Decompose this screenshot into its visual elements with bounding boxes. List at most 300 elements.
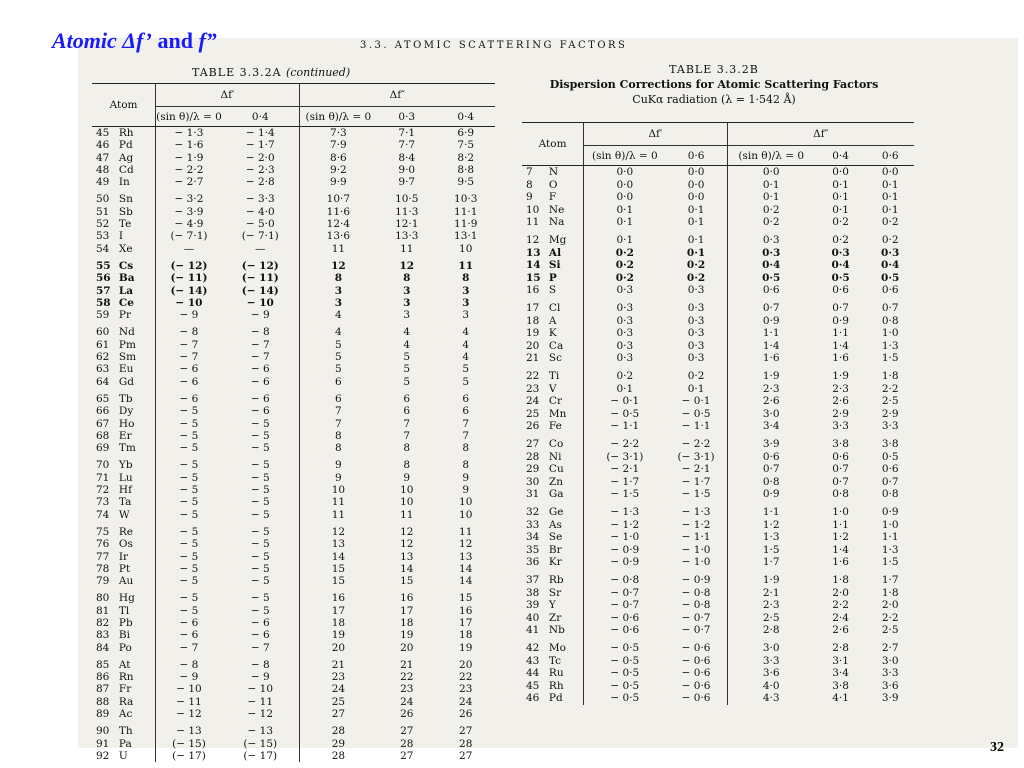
table-row <box>522 587 914 600</box>
atomic-number: 84 <box>96 641 110 654</box>
table-row <box>92 442 495 454</box>
delta-f-prime-0: − 10 <box>156 297 222 309</box>
delta-f-prime-1: 0·3 <box>687 314 705 327</box>
table-row <box>92 193 495 205</box>
delta-f-prime-0: 0·3 <box>584 302 666 315</box>
element-symbol: Re <box>118 525 134 538</box>
delta-f-double-prime-2: 0·2 <box>881 216 899 228</box>
delta-f-double-prime-2: 1·5 <box>881 352 899 364</box>
delta-f-double-prime-2: 0·4 <box>881 259 900 271</box>
delta-f-prime-1: − 0·6 <box>681 654 711 667</box>
delta-f-prime-0: 0·3 <box>584 327 666 340</box>
table-row <box>522 692 914 705</box>
table-b-radiation: CuKα radiation (λ = 1·542 Å) <box>632 93 796 106</box>
delta-f-prime-1: − 5 <box>250 508 270 521</box>
delta-f-double-prime-2: 27 <box>459 749 473 762</box>
element-symbol: Sm <box>118 351 137 364</box>
table-row <box>522 599 914 612</box>
table-row <box>92 563 495 575</box>
delta-f-double-prime-2: 0·5 <box>881 271 900 284</box>
element-symbol: Ce <box>118 296 134 309</box>
delta-f-prime-0: − 1·1 <box>584 420 666 433</box>
table-a-sub-04: 0·4 <box>222 107 299 127</box>
atomic-number: 80 <box>96 592 110 605</box>
element-symbol: I <box>118 230 124 243</box>
delta-f-prime-0: − 5 <box>156 526 222 538</box>
atomic-number: 31 <box>526 488 540 500</box>
element-symbol: Po <box>118 641 132 654</box>
atomic-number: 35 <box>526 543 540 556</box>
delta-f-prime-0: (− 15) <box>156 738 222 750</box>
atomic-number: 49 <box>96 176 110 189</box>
delta-f-double-prime-0: 27 <box>299 708 377 720</box>
delta-f-prime-0: 0·1 <box>584 216 666 229</box>
delta-f-double-prime-1: 1·1 <box>832 327 849 339</box>
delta-f-prime-1: − 4·0 <box>245 205 275 218</box>
delta-f-double-prime-2: 1·8 <box>881 370 899 382</box>
delta-f-double-prime-1: 1·4 <box>832 543 849 556</box>
table-row <box>92 671 495 683</box>
delta-f-double-prime-0: 0·8 <box>727 476 815 489</box>
delta-f-double-prime-0: 1·1 <box>727 327 815 340</box>
delta-f-prime-1: − 0·7 <box>681 624 711 636</box>
delta-f-double-prime-1: 2·4 <box>832 611 849 624</box>
delta-f-double-prime-1: 10 <box>400 484 414 497</box>
table-a-subtitle: (continued) <box>286 66 351 79</box>
element-symbol: Co <box>548 438 564 450</box>
element-symbol: Ru <box>548 667 564 679</box>
atomic-number: 15 <box>526 271 541 284</box>
element-symbol: Ta <box>118 496 132 509</box>
delta-f-double-prime-2: 12 <box>459 538 473 551</box>
delta-f-prime-1: − 5 <box>250 550 270 563</box>
element-symbol: Te <box>118 218 132 231</box>
delta-f-prime-1: 0·2 <box>687 370 705 382</box>
table-row <box>522 272 914 285</box>
delta-f-double-prime-1: 3·8 <box>832 438 849 450</box>
delta-f-double-prime-1: 11 <box>400 508 414 521</box>
table-row <box>92 230 495 242</box>
delta-f-double-prime-1: 1·4 <box>832 339 849 352</box>
delta-f-prime-1: − 5 <box>250 484 270 497</box>
delta-f-double-prime-1: 0·2 <box>832 216 849 228</box>
delta-f-prime-1: (− 3·1) <box>677 450 715 463</box>
delta-f-double-prime-0: 15 <box>299 575 377 587</box>
table-row <box>92 243 495 255</box>
delta-f-double-prime-0: 2·5 <box>727 612 815 625</box>
table-a-sub-sin: (sin θ)/λ = 0 <box>156 107 222 127</box>
delta-f-prime-1: (− 15) <box>243 737 278 750</box>
delta-f-prime-1: 0·3 <box>687 302 705 314</box>
delta-f-double-prime-2: 0·5 <box>881 450 899 463</box>
delta-f-double-prime-1: 2·0 <box>832 586 849 599</box>
table-row <box>92 152 495 164</box>
delta-f-double-prime-0: 21 <box>299 659 377 671</box>
delta-f-double-prime-2: 27 <box>459 725 473 738</box>
atomic-number: 7 <box>526 166 533 178</box>
element-symbol: A <box>548 314 557 327</box>
delta-f-double-prime-2: 3·3 <box>881 667 899 679</box>
element-symbol: Br <box>548 543 562 556</box>
delta-f-double-prime-0: 12·4 <box>299 218 377 230</box>
table-a-label: TABLE 3.3.2A <box>192 66 282 79</box>
delta-f-double-prime-0: 7·3 <box>299 127 377 140</box>
element-symbol: Tc <box>548 654 561 667</box>
delta-f-prime-1: − 0·6 <box>681 692 711 704</box>
delta-f-double-prime-0: 0·7 <box>727 463 815 476</box>
table-row <box>522 680 914 693</box>
delta-f-double-prime-1: 1·6 <box>832 352 849 364</box>
delta-f-double-prime-2: 28 <box>459 737 473 750</box>
atomic-number: 73 <box>96 496 110 509</box>
delta-f-prime-1: 0·1 <box>687 216 705 228</box>
delta-f-prime-1: (− 17) <box>243 749 278 762</box>
table-row <box>522 216 914 229</box>
table-row <box>522 234 914 247</box>
delta-f-double-prime-0: 29 <box>299 738 377 750</box>
delta-f-double-prime-0: 3 <box>299 297 377 309</box>
table-row <box>522 612 914 625</box>
table-row <box>522 408 914 421</box>
element-symbol: Ho <box>118 417 135 430</box>
atomic-number: 26 <box>526 420 540 432</box>
delta-f-prime-0: − 5 <box>156 418 222 430</box>
delta-f-double-prime-2: 11·1 <box>454 205 478 218</box>
delta-f-prime-1: − 1·1 <box>681 531 711 543</box>
delta-f-double-prime-0: 28 <box>299 725 377 737</box>
delta-f-prime-0: − 1·2 <box>584 519 666 532</box>
delta-f-double-prime-2: 10·3 <box>454 193 478 206</box>
table-row <box>522 655 914 668</box>
delta-f-prime-0: 0·0 <box>584 179 666 192</box>
delta-f-prime-0: (− 11) <box>156 272 222 284</box>
delta-f-prime-1: − 8 <box>250 658 270 671</box>
delta-f-double-prime-1: 1·8 <box>832 574 849 586</box>
delta-f-prime-0: − 7 <box>156 339 222 351</box>
delta-f-prime-1: 0·2 <box>686 259 706 271</box>
delta-f-prime-0: − 5 <box>156 405 222 417</box>
delta-f-double-prime-0: 16 <box>299 592 377 604</box>
atomic-number: 42 <box>526 642 540 654</box>
delta-f-prime-0: − 13 <box>156 725 222 737</box>
table-b-sub-06b: 0·6 <box>866 146 914 166</box>
delta-f-double-prime-1: 28 <box>400 737 414 750</box>
delta-f-double-prime-1: 13 <box>400 550 414 563</box>
atomic-number: 87 <box>96 683 110 696</box>
delta-f-double-prime-1: 27 <box>400 749 414 762</box>
element-symbol: Nd <box>118 326 135 339</box>
delta-f-double-prime-2: 14 <box>459 562 473 575</box>
table-row <box>92 351 495 363</box>
table-row <box>92 509 495 521</box>
element-symbol: Fr <box>118 683 132 696</box>
atomic-number: 59 <box>96 309 110 322</box>
element-symbol: Na <box>548 216 565 228</box>
delta-f-double-prime-1: 4 <box>403 338 411 351</box>
delta-f-double-prime-0: 0·9 <box>727 315 815 328</box>
delta-f-double-prime-1: 0·7 <box>832 475 849 488</box>
delta-f-double-prime-1: 4·1 <box>832 692 849 704</box>
delta-f-double-prime-0: 11·6 <box>299 206 377 218</box>
delta-f-prime-0: − 2·1 <box>584 463 666 476</box>
delta-f-prime-1: − 2·0 <box>245 151 275 164</box>
element-symbol: Eu <box>118 363 134 376</box>
delta-f-double-prime-1: 12 <box>400 538 414 551</box>
delta-f-prime-0: − 0·9 <box>584 556 666 569</box>
table-row <box>92 127 495 140</box>
delta-f-double-prime-0: 11 <box>299 243 377 255</box>
delta-f-double-prime-1: 0·2 <box>832 234 849 246</box>
atomic-number: 11 <box>526 216 540 228</box>
element-symbol: N <box>548 166 559 178</box>
delta-f-prime-1: (− 11) <box>241 272 279 285</box>
table-a-sub-sin2: (sin θ)/λ = 0 <box>299 107 377 127</box>
delta-f-prime-0: − 5 <box>156 459 222 471</box>
table-row <box>522 519 914 532</box>
delta-f-double-prime-0: 8 <box>299 430 377 442</box>
delta-f-prime-1: 0·3 <box>687 339 705 352</box>
delta-f-double-prime-1: 0·6 <box>832 450 849 463</box>
delta-f-prime-1: − 1·4 <box>245 127 275 139</box>
table-row <box>92 708 495 720</box>
delta-f-double-prime-1: 11·3 <box>395 205 419 218</box>
delta-f-double-prime-1: 6 <box>403 405 411 418</box>
delta-f-double-prime-1: 10 <box>400 496 414 509</box>
atomic-number: 79 <box>96 575 110 588</box>
table-row <box>92 418 495 430</box>
table-row <box>92 605 495 617</box>
delta-f-prime-0: 0·3 <box>584 352 666 365</box>
table-a <box>92 83 495 762</box>
delta-f-double-prime-2: 7 <box>462 417 470 430</box>
delta-f-double-prime-0: 12 <box>299 526 377 538</box>
atomic-number: 89 <box>96 708 110 721</box>
table-row <box>522 179 914 192</box>
atomic-number: 34 <box>526 531 540 543</box>
element-symbol: Tb <box>118 392 133 405</box>
delta-f-double-prime-2: 13 <box>459 550 473 563</box>
delta-f-double-prime-1: 18 <box>400 616 414 629</box>
atomic-number: 69 <box>96 442 110 455</box>
element-symbol: Pd <box>118 139 133 152</box>
atomic-number: 60 <box>96 326 110 339</box>
element-symbol: Zn <box>548 475 563 488</box>
delta-f-double-prime-0: 0·2 <box>727 216 815 229</box>
title-and: and <box>151 28 199 53</box>
delta-f-double-prime-2: 10 <box>459 508 473 521</box>
element-symbol: In <box>118 176 130 189</box>
delta-f-double-prime-1: 0·9 <box>832 314 849 327</box>
delta-f-double-prime-0: 0·1 <box>727 191 815 204</box>
element-symbol: Si <box>548 259 561 271</box>
delta-f-double-prime-1: 12 <box>399 259 415 272</box>
delta-f-double-prime-1: 4 <box>403 326 411 339</box>
delta-f-prime-1: − 2·2 <box>681 438 711 450</box>
delta-f-double-prime-1: 12·1 <box>395 218 419 231</box>
delta-f-prime-0: − 0·5 <box>584 408 666 421</box>
delta-f-double-prime-1: 14 <box>400 562 414 575</box>
delta-f-prime-0: − 0·9 <box>584 544 666 557</box>
table-b <box>522 122 914 705</box>
element-symbol: Ba <box>118 272 135 285</box>
delta-f-prime-1: − 1·0 <box>681 543 711 556</box>
table-row <box>522 556 914 569</box>
atomic-number: 77 <box>96 550 110 563</box>
table-b-subtitle: Dispersion Corrections for Atomic Scattering Factors <box>549 78 879 91</box>
delta-f-double-prime-2: 4 <box>462 338 470 351</box>
delta-f-double-prime-0: 0·4 <box>727 259 815 272</box>
element-symbol: Pm <box>118 338 136 351</box>
delta-f-double-prime-0: 6 <box>299 393 377 405</box>
delta-f-double-prime-1: 3·1 <box>832 654 849 667</box>
atomic-number: 12 <box>526 234 540 246</box>
atomic-number: 68 <box>96 429 110 442</box>
delta-f-double-prime-1: 5 <box>403 375 411 388</box>
delta-f-double-prime-2: 6 <box>462 392 470 405</box>
table-row <box>92 472 495 484</box>
element-symbol: Ca <box>548 339 564 352</box>
table-row <box>522 531 914 544</box>
delta-f-prime-0: − 7 <box>156 642 222 654</box>
delta-f-prime-0: − 5 <box>156 605 222 617</box>
section-heading: 3.3. ATOMIC SCATTERING FACTORS <box>360 40 628 51</box>
delta-f-prime-1: − 1·3 <box>681 506 711 518</box>
delta-f-double-prime-0: 9 <box>299 472 377 484</box>
delta-f-double-prime-2: 1·0 <box>881 518 899 531</box>
table-row <box>522 624 914 637</box>
table-row <box>522 247 914 260</box>
delta-f-double-prime-2: 10 <box>459 242 473 255</box>
delta-f-prime-0: 0·3 <box>584 284 666 297</box>
table-row <box>92 297 495 309</box>
table-row <box>92 206 495 218</box>
delta-f-double-prime-0: 0·7 <box>727 302 815 315</box>
delta-f-prime-1: − 1·1 <box>681 420 711 432</box>
element-symbol: At <box>118 658 131 671</box>
delta-f-prime-0: 0·2 <box>584 370 666 383</box>
atomic-number: 56 <box>96 272 111 285</box>
delta-f-prime-1: − 2·8 <box>245 176 275 189</box>
delta-f-double-prime-0: 1·3 <box>727 531 815 544</box>
delta-f-double-prime-1: 9 <box>403 471 411 484</box>
delta-f-double-prime-0: 15 <box>299 563 377 575</box>
atomic-number: 41 <box>526 624 540 636</box>
delta-f-double-prime-2: 2·5 <box>881 624 899 636</box>
delta-f-double-prime-1: 1·0 <box>832 506 849 518</box>
table-row <box>92 339 495 351</box>
delta-f-double-prime-0: 7·9 <box>299 139 377 151</box>
delta-f-prime-0: − 5 <box>156 563 222 575</box>
atomic-number: 14 <box>526 259 541 271</box>
element-symbol: P <box>548 271 557 284</box>
element-symbol: Zr <box>548 611 562 624</box>
delta-f-double-prime-1: 5 <box>403 363 411 376</box>
table-b-delta-f-prime-header: Δf′ <box>584 123 727 146</box>
delta-f-double-prime-2: 0·8 <box>881 314 899 327</box>
delta-f-double-prime-1: 22 <box>400 671 414 684</box>
delta-f-double-prime-2: 9 <box>462 484 470 497</box>
atomic-number: 58 <box>96 296 111 309</box>
atomic-number: 45 <box>526 679 540 692</box>
delta-f-double-prime-2: 15 <box>459 592 473 605</box>
delta-f-prime-0: − 4·9 <box>156 218 222 230</box>
table-row <box>92 309 495 321</box>
table-row <box>522 642 914 655</box>
table-a-sub-03: 0·3 <box>377 107 436 127</box>
table-row <box>522 395 914 408</box>
table-row <box>92 526 495 538</box>
delta-f-double-prime-1: 2·6 <box>832 395 849 407</box>
table-row <box>92 363 495 375</box>
delta-f-prime-0: − 1·5 <box>584 488 666 501</box>
atomic-number: 9 <box>526 191 533 203</box>
delta-f-prime-1: − 3·3 <box>245 193 275 206</box>
delta-f-prime-1: (− 7·1) <box>241 230 279 243</box>
delta-f-double-prime-2: 6·9 <box>457 127 475 139</box>
element-symbol: Ac <box>118 708 133 721</box>
element-symbol: K <box>548 327 557 339</box>
element-symbol: Pb <box>118 616 133 629</box>
delta-f-double-prime-2: 8 <box>462 442 470 455</box>
delta-f-prime-0: 0·0 <box>584 166 666 179</box>
delta-f-prime-0: − 1·3 <box>156 127 222 140</box>
delta-f-prime-1: − 5 <box>250 417 270 430</box>
atomic-number: 52 <box>96 218 110 231</box>
delta-f-double-prime-1: 1·9 <box>832 370 849 382</box>
element-symbol: O <box>548 178 558 191</box>
delta-f-prime-0: (− 14) <box>156 285 222 297</box>
element-symbol: Rh <box>548 679 564 692</box>
atomic-number: 92 <box>96 749 110 762</box>
delta-f-prime-1: − 10 <box>247 683 274 696</box>
delta-f-prime-1: − 1·7 <box>245 139 275 152</box>
delta-f-double-prime-0: 9·2 <box>299 164 377 176</box>
table-b-label: TABLE 3.3.2B <box>669 63 759 76</box>
delta-f-prime-0: − 6 <box>156 376 222 388</box>
table-row <box>92 272 495 284</box>
delta-f-double-prime-0: 7 <box>299 418 377 430</box>
atomic-number: 83 <box>96 629 110 642</box>
delta-f-double-prime-1: 0·1 <box>832 191 849 203</box>
element-symbol: Ni <box>548 450 562 463</box>
delta-f-prime-0: − 5 <box>156 575 222 587</box>
delta-f-double-prime-2: 1·5 <box>881 556 899 568</box>
delta-f-prime-1: − 5 <box>250 592 270 605</box>
delta-f-double-prime-0: 6 <box>299 376 377 388</box>
delta-f-double-prime-0: 2·3 <box>727 599 815 612</box>
element-symbol: Os <box>118 538 133 551</box>
delta-f-prime-0: − 0·5 <box>584 692 666 705</box>
delta-f-double-prime-2: 11 <box>458 259 474 272</box>
delta-f-prime-1: − 9 <box>250 671 270 684</box>
delta-f-double-prime-0: 0·5 <box>727 272 815 285</box>
delta-f-double-prime-1: 2·8 <box>832 642 849 654</box>
delta-f-double-prime-1: 3·4 <box>832 667 849 679</box>
delta-f-prime-0: − 6 <box>156 617 222 629</box>
atomic-number: 18 <box>526 314 540 327</box>
element-symbol: Ag <box>118 151 134 164</box>
delta-f-double-prime-0: 4·0 <box>727 680 815 693</box>
delta-f-double-prime-0: 2·1 <box>727 587 815 600</box>
delta-f-prime-0: — <box>156 243 222 255</box>
atomic-number: 40 <box>526 611 540 624</box>
delta-f-double-prime-1: 1·6 <box>832 556 849 568</box>
element-symbol: Mo <box>548 642 566 654</box>
atomic-number: 66 <box>96 405 110 418</box>
delta-f-double-prime-2: 3·9 <box>881 692 899 704</box>
atomic-number: 46 <box>526 692 540 704</box>
table-row <box>522 259 914 272</box>
